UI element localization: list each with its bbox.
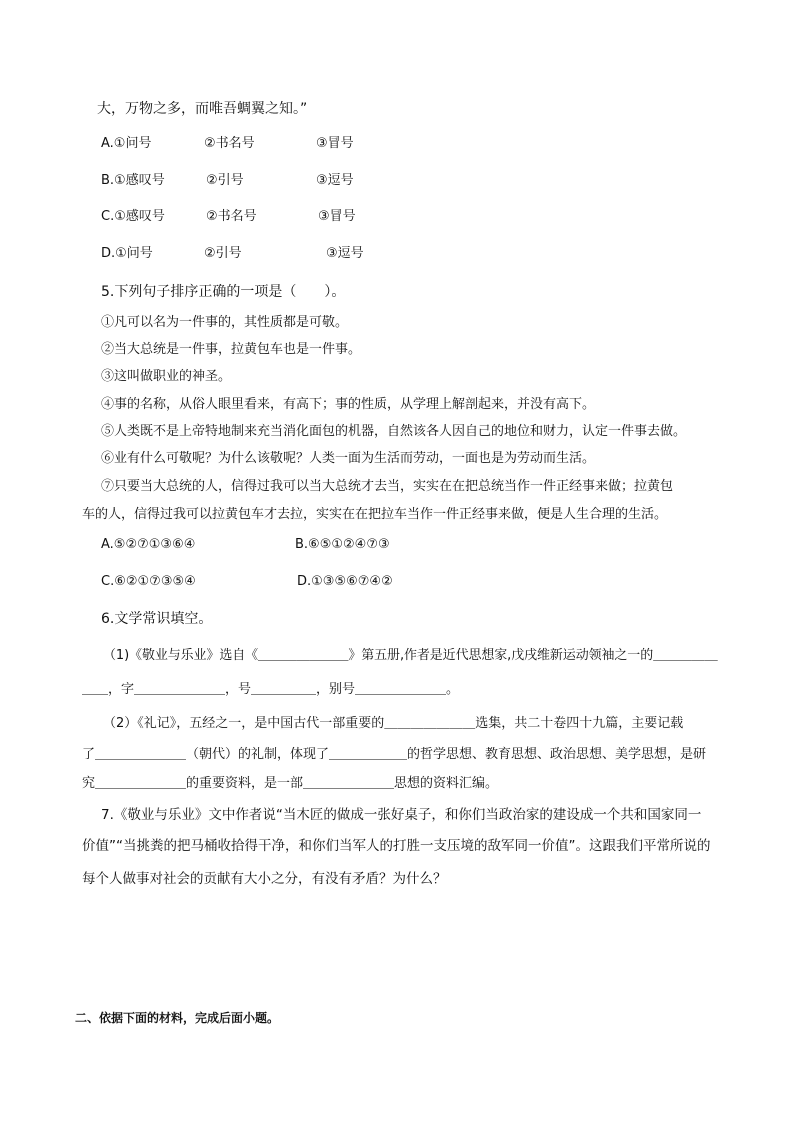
q4-option-b-1: B.①感叹号 xyxy=(101,173,165,188)
q4-option-a-3: ③冒号 xyxy=(316,136,354,151)
q5-stem: 5.下列句子排序正确的一项是（ ）。 xyxy=(101,284,346,300)
top-line: 大，万物之多，而唯吾蜩翼之知。” xyxy=(97,101,308,117)
q5-option-a: A.⑤②⑦①③⑥④ xyxy=(101,537,196,552)
q4-option-b-2: ②引号 xyxy=(206,173,244,188)
q4-option-a-1: A.①问号 xyxy=(101,136,152,151)
q6-part2-line1: （2）《礼记》，五经之一，是中国古代一部重要的＿＿＿＿＿＿＿选集，共二十卷四十九篇，主要记载 xyxy=(103,716,684,731)
q5-sentence-5: ⑤人类既不是上帝特地制来充当消化面包的机器，自然该各人因自己的地位和财力，认定一件事去做。 xyxy=(101,424,687,439)
q6-part1-line1: （1)《敬业与乐业》选自《＿＿＿＿＿＿＿》第五册,作者是近代思想家,戊戌维新运动领袖之一的＿＿＿＿＿ xyxy=(103,648,718,663)
q7-line2: 价值”“当挑粪的把马桶收拾得干净，和你们当军人的打胜一支压境的敌军同一价值”。这跟我们平常所说的 xyxy=(82,838,711,854)
q4-option-d-1: D.①问号 xyxy=(101,246,153,261)
section-2-heading: 二、依据下面的材料，完成后面小题。 xyxy=(75,1011,280,1025)
q4-option-d-2: ②引号 xyxy=(204,246,242,261)
q5-option-c: C.⑥②①⑦③⑤④ xyxy=(101,574,196,589)
q5-sentence-6: ⑥业有什么可敬呢？为什么该敬呢？人类一面为生活而劳动，一面也是为劳动而生活。 xyxy=(101,451,596,466)
q5-sentence-7-line2: 车的人，信得过我可以拉黄包车才去拉，实实在在把拉车当作一件正经事来做，便是人生合理的生活。 xyxy=(82,507,668,522)
q4-option-c-3: ③冒号 xyxy=(318,209,356,224)
q4-option-c-2: ②书名号 xyxy=(206,209,257,224)
q6-part1-line2: ＿＿，字＿＿＿＿＿＿＿，号＿＿＿＿＿，别号＿＿＿＿＿＿＿。 xyxy=(82,682,460,697)
q4-option-c-1: C.①感叹号 xyxy=(101,209,165,224)
q4-option-a-2: ②书名号 xyxy=(204,136,255,151)
q6-part2-line3: 究＿＿＿＿＿＿＿的重要资料，是一部＿＿＿＿＿＿＿思想的资料汇编。 xyxy=(82,776,499,791)
q5-sentence-3: ③这叫做职业的神圣。 xyxy=(101,369,232,384)
q7-line1: 7.《敬业与乐业》文中作者说“当木匠的做成一张好桌子，和你们当政治家的建设成一个共和国家同一 xyxy=(101,807,702,823)
q4-option-b-3: ③逗号 xyxy=(316,173,354,188)
q5-sentence-7-line1: ⑦只要当大总统的人，信得过我可以当大总统才去当，实实在在把总统当作一件正经事来做；拉黄包 xyxy=(101,479,674,494)
q5-sentence-4: ④事的名称，从俗人眼里看来，有高下；事的性质，从学理上解剖起来，并没有高下。 xyxy=(101,397,596,412)
q5-sentence-1: ①凡可以名为一件事的，其性质都是可敬。 xyxy=(101,315,349,330)
q6-part2-line2: 了＿＿＿＿＿＿＿（朝代）的礼制，体现了＿＿＿＿＿＿的哲学思想、教育思想、政治思想、美学思想，是研 xyxy=(82,747,707,762)
q5-option-d: D.①③⑤⑥⑦④② xyxy=(297,574,393,589)
q5-sentence-2: ②当大总统是一件事，拉黄包车也是一件事。 xyxy=(101,342,362,357)
q4-option-d-3: ③逗号 xyxy=(326,246,364,261)
q5-option-b: B.⑥⑤①②④⑦③ xyxy=(295,537,390,552)
q7-line3: 每个人做事对社会的贡献有大小之分，有没有矛盾？为什么？ xyxy=(82,871,447,887)
q6-stem: 6.文学常识填空。 xyxy=(101,611,213,627)
